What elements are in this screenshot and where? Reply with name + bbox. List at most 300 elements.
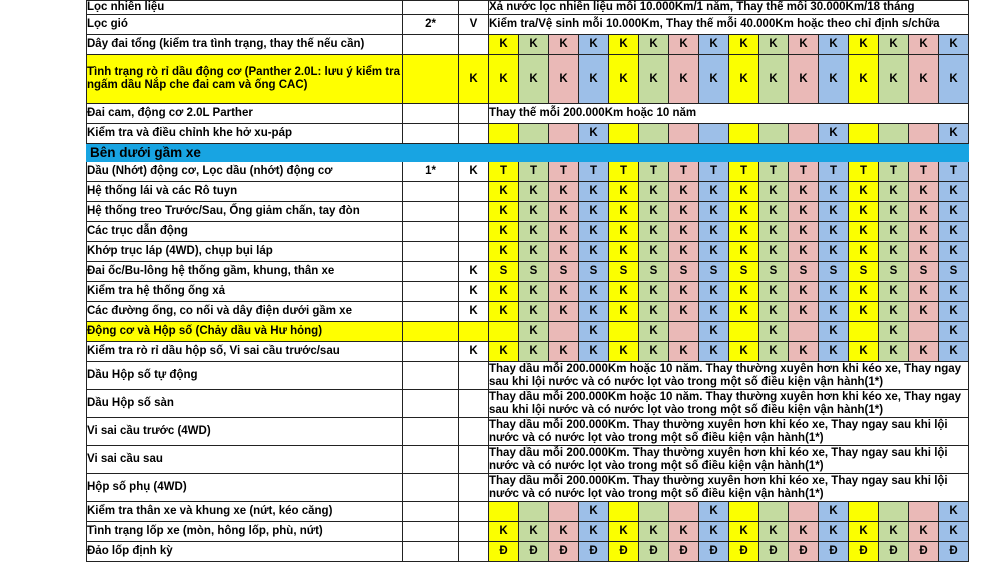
- table-row: [87, 446, 969, 474]
- interval-mark: [759, 502, 789, 522]
- interval-mark: K: [819, 522, 849, 542]
- interval-note: [489, 362, 969, 390]
- table-row: [87, 242, 969, 262]
- interval-mark: K: [549, 242, 579, 262]
- interval-note: Thay thế mỗi 200.000Km hoặc 10 năm: [489, 104, 969, 124]
- interval-mark: K: [789, 35, 819, 55]
- interval-mark: K: [489, 242, 519, 262]
- interval-note-line: nước và có nước lọt vào trong một số điều kiện vận hành(1*): [489, 431, 824, 444]
- interval-mark: K: [909, 55, 939, 104]
- interval-mark: T: [579, 162, 609, 182]
- interval-mark: [729, 502, 759, 522]
- interval-note-line: Thay dầu mỗi 200.000Km. Thay thường xuyên hơn khi kéo xe, Thay ngay sau khi lội: [489, 418, 948, 431]
- interval-mark: K: [669, 302, 699, 322]
- interval-mark: K: [639, 302, 669, 322]
- item-name: Dầu (Nhớt) động cơ, Lọc dầu (nhớt) động cơ: [87, 162, 403, 182]
- item-first-check: [459, 446, 489, 474]
- interval-mark: S: [909, 262, 939, 282]
- interval-mark: K: [519, 282, 549, 302]
- interval-mark: T: [609, 162, 639, 182]
- interval-mark: K: [939, 202, 969, 222]
- interval-mark: K: [639, 55, 669, 104]
- item-first-check: [459, 35, 489, 55]
- interval-mark: K: [639, 202, 669, 222]
- interval-mark: K: [759, 342, 789, 362]
- interval-mark: K: [699, 242, 729, 262]
- interval-note: Kiểm tra/Vệ sinh mỗi 10.000Km, Thay thế mỗi 40.000Km hoặc theo chỉ định s/chữa: [489, 15, 969, 35]
- interval-mark: K: [579, 55, 609, 104]
- interval-mark: K: [729, 522, 759, 542]
- interval-mark: K: [909, 522, 939, 542]
- interval-mark: K: [759, 222, 789, 242]
- item-name: Vi sai cầu sau: [87, 446, 403, 474]
- interval-note-line: Thay dầu mỗi 200.000Km hoặc 10 năm. Thay thường xuyên hơn khi kéo xe, Thay ngay: [489, 390, 962, 403]
- item-first-check: [459, 362, 489, 390]
- interval-note-line: sau khi lội nước và có nước lọt vào trong một số điều kiện vận hành(1*): [489, 403, 884, 416]
- interval-mark: T: [519, 162, 549, 182]
- interval-mark: K: [519, 242, 549, 262]
- item-note-ref: [403, 522, 459, 542]
- interval-mark: K: [699, 342, 729, 362]
- item-first-check: [459, 390, 489, 418]
- interval-mark: K: [939, 222, 969, 242]
- interval-mark: K: [699, 35, 729, 55]
- interval-mark: K: [939, 522, 969, 542]
- interval-mark: K: [579, 502, 609, 522]
- item-name: Kiểm tra thân xe và khung xe (nứt, kéo căng): [87, 502, 403, 522]
- interval-mark: Đ: [489, 542, 519, 562]
- interval-note-line: Thay dầu mỗi 200.000Km hoặc 10 năm. Thay thường xuyên hơn khi kéo xe, Thay ngay: [489, 362, 962, 375]
- interval-mark: S: [729, 262, 759, 282]
- table-row: [87, 474, 969, 502]
- interval-mark: K: [639, 35, 669, 55]
- interval-mark: K: [669, 182, 699, 202]
- interval-note: [489, 390, 969, 418]
- interval-mark: K: [879, 35, 909, 55]
- item-first-check: [459, 418, 489, 446]
- interval-mark: K: [609, 282, 639, 302]
- interval-mark: K: [909, 242, 939, 262]
- interval-mark: K: [939, 342, 969, 362]
- table-row: [87, 262, 969, 282]
- interval-mark: K: [519, 322, 549, 342]
- interval-mark: K: [819, 342, 849, 362]
- item-note-ref: [403, 418, 459, 446]
- item-name: Dầu Hộp số sàn: [87, 390, 403, 418]
- interval-mark: K: [909, 35, 939, 55]
- interval-mark: K: [699, 302, 729, 322]
- interval-mark: [549, 124, 579, 144]
- interval-mark: K: [669, 222, 699, 242]
- interval-mark: K: [579, 124, 609, 144]
- interval-mark: K: [759, 202, 789, 222]
- interval-mark: K: [489, 302, 519, 322]
- interval-mark: T: [759, 162, 789, 182]
- interval-mark: K: [669, 55, 699, 104]
- interval-mark: [789, 322, 819, 342]
- item-name: Vi sai cầu trước (4WD): [87, 418, 403, 446]
- item-first-check: K: [459, 302, 489, 322]
- interval-mark: T: [849, 162, 879, 182]
- interval-mark: K: [609, 242, 639, 262]
- interval-mark: [849, 124, 879, 144]
- item-note-ref: [403, 342, 459, 362]
- table-row: [87, 322, 969, 342]
- interval-note: [489, 446, 969, 474]
- item-name: Kiểm tra và điều chỉnh khe hở xu-páp: [87, 124, 403, 144]
- interval-mark: K: [849, 55, 879, 104]
- interval-mark: Đ: [849, 542, 879, 562]
- interval-mark: K: [549, 342, 579, 362]
- interval-mark: K: [699, 222, 729, 242]
- interval-mark: K: [879, 342, 909, 362]
- item-first-check: [459, 182, 489, 202]
- interval-mark: S: [789, 262, 819, 282]
- interval-mark: K: [849, 342, 879, 362]
- maintenance-table: [86, 0, 969, 562]
- table-row: [87, 162, 969, 182]
- interval-mark: K: [699, 202, 729, 222]
- interval-mark: K: [849, 302, 879, 322]
- interval-mark: K: [579, 202, 609, 222]
- item-name: Hệ thống treo Trước/Sau, Ống giảm chấn, tay đòn: [87, 202, 403, 222]
- item-note-ref: [403, 262, 459, 282]
- interval-note-line: nước và có nước lọt vào trong một số điều kiện vận hành(1*): [489, 487, 824, 500]
- item-note-ref: [403, 302, 459, 322]
- interval-mark: S: [519, 262, 549, 282]
- interval-mark: K: [519, 302, 549, 322]
- interval-mark: K: [939, 35, 969, 55]
- item-note-ref: [403, 104, 459, 124]
- item-name: Đai cam, động cơ 2.0L Parther: [87, 104, 403, 124]
- table-row: [87, 182, 969, 202]
- item-first-check: [459, 222, 489, 242]
- item-name: Dầu Hộp số tự động: [87, 362, 403, 390]
- interval-mark: [699, 124, 729, 144]
- interval-mark: K: [609, 302, 639, 322]
- interval-mark: K: [549, 302, 579, 322]
- interval-mark: [669, 124, 699, 144]
- interval-mark: K: [879, 302, 909, 322]
- interval-mark: K: [789, 282, 819, 302]
- interval-mark: Đ: [549, 542, 579, 562]
- interval-mark: K: [579, 242, 609, 262]
- interval-mark: K: [639, 322, 669, 342]
- interval-mark: [639, 502, 669, 522]
- table-row: [87, 15, 969, 35]
- interval-mark: K: [639, 182, 669, 202]
- interval-mark: K: [609, 182, 639, 202]
- interval-mark: K: [939, 322, 969, 342]
- interval-mark: K: [549, 35, 579, 55]
- interval-mark: [519, 502, 549, 522]
- item-note-ref: [403, 362, 459, 390]
- interval-mark: K: [759, 322, 789, 342]
- interval-mark: K: [819, 35, 849, 55]
- interval-mark: K: [909, 282, 939, 302]
- item-name: Dây đai tổng (kiểm tra tình trạng, thay thế nếu cần): [87, 35, 403, 55]
- interval-mark: S: [549, 262, 579, 282]
- interval-mark: [669, 502, 699, 522]
- interval-mark: K: [729, 202, 759, 222]
- interval-mark: [609, 124, 639, 144]
- item-note-ref: [403, 474, 459, 502]
- interval-mark: K: [819, 242, 849, 262]
- item-first-check: K: [459, 262, 489, 282]
- item-name: Tình trạng lốp xe (mòn, hông lốp, phù, nứt): [87, 522, 403, 542]
- item-note-ref: [403, 1, 459, 15]
- interval-mark: T: [549, 162, 579, 182]
- interval-mark: [489, 124, 519, 144]
- interval-mark: K: [849, 182, 879, 202]
- interval-mark: K: [729, 342, 759, 362]
- interval-mark: K: [489, 522, 519, 542]
- interval-mark: K: [939, 502, 969, 522]
- item-name: Các đường ống, co nối và dây điện dưới gầm xe: [87, 302, 403, 322]
- interval-mark: S: [609, 262, 639, 282]
- interval-mark: K: [759, 55, 789, 104]
- interval-mark: S: [879, 262, 909, 282]
- interval-mark: K: [579, 222, 609, 242]
- table-row: [87, 202, 969, 222]
- interval-mark: K: [879, 55, 909, 104]
- item-first-check: V: [459, 15, 489, 35]
- table-row: [87, 144, 969, 162]
- interval-mark: K: [849, 202, 879, 222]
- interval-mark: [909, 502, 939, 522]
- interval-note: Xả nước lọc nhiên liệu mỗi 10.000Km/1 năm, Thay thế mỗi 30.000Km/18 tháng: [489, 1, 969, 15]
- interval-mark: K: [729, 35, 759, 55]
- interval-mark: S: [699, 262, 729, 282]
- table-row: [87, 522, 969, 542]
- interval-mark: K: [879, 182, 909, 202]
- item-first-check: K: [459, 55, 489, 104]
- interval-mark: Đ: [639, 542, 669, 562]
- table-row: [87, 390, 969, 418]
- item-note-ref: [403, 222, 459, 242]
- interval-note-line: Thay dầu mỗi 200.000Km. Thay thường xuyên hơn khi kéo xe, Thay ngay sau khi lội: [489, 446, 948, 459]
- interval-mark: K: [609, 35, 639, 55]
- item-first-check: K: [459, 162, 489, 182]
- interval-mark: K: [579, 322, 609, 342]
- table-row: [87, 222, 969, 242]
- item-name: Kiểm tra hệ thống ống xả: [87, 282, 403, 302]
- interval-mark: K: [609, 522, 639, 542]
- table-row: [87, 502, 969, 522]
- interval-mark: K: [519, 342, 549, 362]
- item-name: Đảo lốp định kỳ: [87, 542, 403, 562]
- table-row: [87, 362, 969, 390]
- table-row: [87, 302, 969, 322]
- interval-mark: K: [939, 282, 969, 302]
- interval-mark: K: [759, 522, 789, 542]
- interval-mark: K: [729, 182, 759, 202]
- interval-mark: K: [789, 242, 819, 262]
- item-name: Khớp trục láp (4WD), chụp bụi láp: [87, 242, 403, 262]
- item-name: Động cơ và Hộp số (Chảy dầu và Hư hỏng): [87, 322, 403, 342]
- interval-mark: K: [489, 55, 519, 104]
- interval-mark: K: [669, 282, 699, 302]
- interval-mark: K: [849, 242, 879, 262]
- interval-mark: K: [849, 35, 879, 55]
- interval-mark: K: [789, 302, 819, 322]
- section-header: Bên dưới gầm xe: [87, 144, 969, 162]
- interval-mark: Đ: [519, 542, 549, 562]
- table-row: [87, 418, 969, 446]
- interval-mark: K: [939, 124, 969, 144]
- interval-mark: K: [819, 222, 849, 242]
- interval-mark: K: [939, 242, 969, 262]
- interval-mark: Đ: [909, 542, 939, 562]
- interval-mark: T: [789, 162, 819, 182]
- table-row: [87, 342, 969, 362]
- interval-mark: K: [489, 282, 519, 302]
- interval-mark: K: [909, 202, 939, 222]
- interval-mark: K: [669, 342, 699, 362]
- interval-mark: [879, 502, 909, 522]
- interval-mark: T: [879, 162, 909, 182]
- interval-mark: S: [579, 262, 609, 282]
- item-note-ref: [403, 282, 459, 302]
- interval-mark: [789, 124, 819, 144]
- table-row: [87, 35, 969, 55]
- interval-mark: Đ: [669, 542, 699, 562]
- item-note-ref: [403, 55, 459, 104]
- item-name: Đai ốc/Bu-lông hệ thống gầm, khung, thân xe: [87, 262, 403, 282]
- interval-mark: K: [489, 35, 519, 55]
- interval-mark: [609, 322, 639, 342]
- interval-mark: S: [639, 262, 669, 282]
- interval-mark: K: [489, 222, 519, 242]
- interval-mark: [849, 502, 879, 522]
- interval-mark: Đ: [609, 542, 639, 562]
- interval-mark: K: [699, 322, 729, 342]
- interval-mark: K: [909, 182, 939, 202]
- interval-mark: K: [759, 242, 789, 262]
- interval-mark: K: [519, 222, 549, 242]
- interval-mark: K: [729, 282, 759, 302]
- interval-mark: K: [549, 282, 579, 302]
- interval-mark: K: [789, 222, 819, 242]
- interval-mark: Đ: [699, 542, 729, 562]
- interval-mark: K: [699, 522, 729, 542]
- item-note-ref: [403, 322, 459, 342]
- interval-mark: K: [819, 55, 849, 104]
- interval-mark: S: [669, 262, 699, 282]
- item-name: Kiểm tra rò rỉ dầu hộp số, Vi sai cầu trước/sau: [87, 342, 403, 362]
- interval-mark: K: [939, 55, 969, 104]
- interval-mark: K: [549, 202, 579, 222]
- interval-mark: [879, 124, 909, 144]
- interval-mark: K: [939, 182, 969, 202]
- table-row: [87, 542, 969, 562]
- item-name: Các trục dẫn động: [87, 222, 403, 242]
- interval-mark: [489, 502, 519, 522]
- interval-mark: K: [669, 522, 699, 542]
- interval-mark: K: [789, 55, 819, 104]
- interval-mark: S: [759, 262, 789, 282]
- interval-mark: K: [639, 522, 669, 542]
- interval-note: [489, 474, 969, 502]
- item-note-ref: [403, 182, 459, 202]
- interval-mark: K: [519, 202, 549, 222]
- item-first-check: [459, 104, 489, 124]
- interval-mark: K: [699, 282, 729, 302]
- interval-mark: K: [909, 302, 939, 322]
- item-note-ref: [403, 242, 459, 262]
- interval-mark: K: [639, 222, 669, 242]
- interval-mark: [609, 502, 639, 522]
- item-note-ref: [403, 542, 459, 562]
- interval-mark: K: [579, 522, 609, 542]
- interval-mark: K: [549, 522, 579, 542]
- item-first-check: [459, 322, 489, 342]
- interval-mark: K: [669, 35, 699, 55]
- interval-mark: K: [849, 522, 879, 542]
- interval-mark: S: [939, 262, 969, 282]
- interval-mark: [549, 502, 579, 522]
- interval-mark: K: [489, 202, 519, 222]
- interval-mark: K: [849, 282, 879, 302]
- interval-mark: K: [729, 242, 759, 262]
- item-first-check: [459, 502, 489, 522]
- interval-mark: K: [909, 342, 939, 362]
- interval-mark: [849, 322, 879, 342]
- item-first-check: [459, 242, 489, 262]
- table-row: [87, 124, 969, 144]
- item-first-check: [459, 202, 489, 222]
- interval-mark: Đ: [939, 542, 969, 562]
- interval-mark: K: [699, 55, 729, 104]
- interval-mark: K: [519, 55, 549, 104]
- interval-mark: K: [879, 322, 909, 342]
- interval-mark: K: [759, 302, 789, 322]
- item-first-check: [459, 542, 489, 562]
- interval-mark: K: [609, 202, 639, 222]
- interval-mark: Đ: [729, 542, 759, 562]
- interval-mark: [549, 322, 579, 342]
- interval-mark: K: [609, 55, 639, 104]
- item-note-ref: 2*: [403, 15, 459, 35]
- interval-mark: K: [489, 182, 519, 202]
- table-row: [87, 55, 969, 104]
- interval-mark: [519, 124, 549, 144]
- interval-mark: [909, 322, 939, 342]
- item-note-ref: 1*: [403, 162, 459, 182]
- item-note-ref: [403, 390, 459, 418]
- interval-mark: K: [789, 202, 819, 222]
- interval-mark: T: [669, 162, 699, 182]
- item-name: Lọc nhiên liệu: [87, 1, 403, 15]
- interval-mark: K: [819, 182, 849, 202]
- interval-mark: [909, 124, 939, 144]
- maintenance-schedule: [86, 0, 969, 562]
- interval-mark: K: [729, 222, 759, 242]
- interval-mark: K: [759, 35, 789, 55]
- interval-mark: [729, 322, 759, 342]
- interval-mark: K: [789, 182, 819, 202]
- interval-mark: K: [729, 302, 759, 322]
- interval-note: [489, 418, 969, 446]
- interval-mark: K: [819, 124, 849, 144]
- interval-mark: Đ: [759, 542, 789, 562]
- interval-mark: K: [729, 55, 759, 104]
- table-row: [87, 282, 969, 302]
- interval-mark: K: [699, 502, 729, 522]
- interval-mark: K: [759, 282, 789, 302]
- interval-mark: K: [819, 282, 849, 302]
- item-first-check: K: [459, 282, 489, 302]
